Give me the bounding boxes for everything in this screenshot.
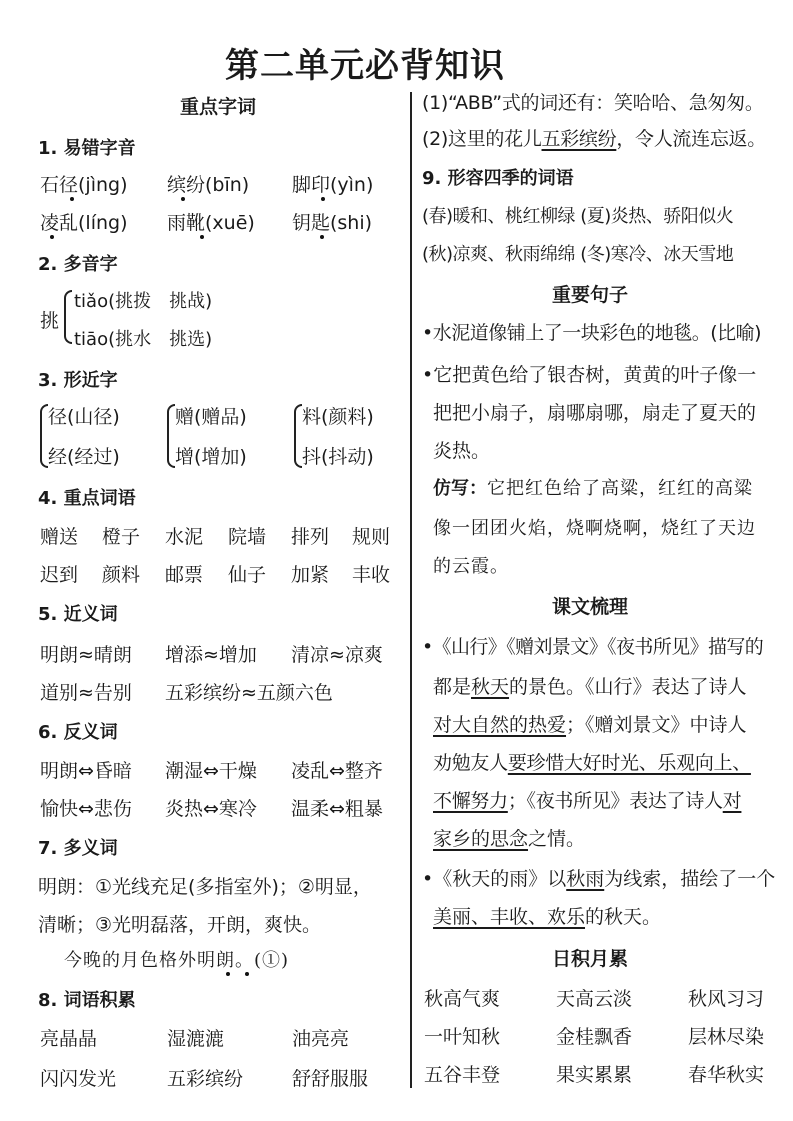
- sentence-line: 炎热。: [433, 440, 491, 462]
- vocab-word: 仙子: [228, 564, 267, 586]
- accum-word: 油亮亮: [292, 1028, 350, 1050]
- heading-polyphone: 2. 多音字: [38, 254, 118, 275]
- idiom: 果实累累: [556, 1064, 633, 1086]
- heading-similar-chars: 3. 形近字: [38, 370, 118, 391]
- idiom: 秋高气爽: [424, 988, 501, 1010]
- antonym-pair: 潮湿⇔干燥: [165, 760, 257, 782]
- vocab-word: 丰收: [352, 564, 391, 586]
- accum-word: 闪闪发光: [40, 1068, 117, 1090]
- section-text-review: 课文梳理: [552, 596, 629, 618]
- pron-item: 钥匙(shi): [292, 212, 373, 234]
- heading-antonyms: 6. 反义词: [38, 722, 118, 743]
- example-sentence: (2)这里的花儿五彩缤纷，令人流连忘返。: [422, 128, 766, 150]
- idiom: 一叶知秋: [424, 1026, 501, 1048]
- review-line: 都是秋天的景色。《山行》表达了诗人: [433, 676, 747, 698]
- section-key-sentences: 重要句子: [552, 284, 629, 306]
- imitation-line: 仿写：它把红色给了高粱，红红的高粱: [433, 478, 753, 499]
- vocab-word: 橙子: [102, 526, 141, 548]
- accum-word: 亮晶晶: [40, 1028, 98, 1050]
- similar-char: 经(经过): [48, 446, 120, 468]
- column-divider: [410, 92, 412, 1088]
- emphasis-dot: [200, 235, 204, 239]
- section-key-words: 重点字词: [180, 96, 257, 118]
- seasons-line: (春)暖和、桃红柳绿 (夏)炎热、骄阳似火: [422, 206, 734, 227]
- idiom: 金桂飘香: [556, 1026, 633, 1048]
- sentence-line: 把把小扇子，扇哪扇哪，扇走了夏天的: [433, 402, 757, 424]
- brace: [40, 404, 48, 468]
- pron-item: 凌乱(líng): [40, 212, 128, 234]
- vocab-word: 院墙: [228, 526, 267, 548]
- emphasis-dot: [70, 197, 74, 201]
- synonym-pair: 明朗≈晴朗: [40, 644, 132, 666]
- emphasis-dot: [245, 972, 249, 976]
- synonym-pair: 五彩缤纷≈五颜六色: [165, 682, 333, 704]
- heading-seasons: 9. 形容四季的词语: [422, 168, 574, 189]
- similar-char: 径(山径): [48, 406, 120, 428]
- idiom: 天高云淡: [556, 988, 633, 1010]
- polysemy-example: 今晚的月色格外明朗。(①): [64, 950, 290, 971]
- review-line: •《山行》《赠刘景文》《夜书所见》描写的: [422, 636, 764, 658]
- idiom: 秋风习习: [688, 988, 765, 1010]
- accum-word: 五彩缤纷: [167, 1068, 244, 1090]
- heading-key-vocab: 4. 重点词语: [38, 488, 136, 509]
- imitation-line: 像一团团火焰，烧啊烧啊，烧红了天边: [433, 518, 756, 539]
- heading-accumulation: 8. 词语积累: [38, 990, 136, 1011]
- vocab-word: 颜料: [102, 564, 141, 586]
- page-title: 第二单元必背知识: [225, 46, 505, 86]
- similar-char: 抖(抖动): [302, 446, 374, 468]
- accum-word: 舒舒服服: [292, 1068, 369, 1090]
- pron-item: 雨靴(xuē): [167, 212, 255, 234]
- emphasis-dot: [321, 197, 325, 201]
- review-line: 家乡的思念之情。: [433, 828, 586, 850]
- brace: [64, 290, 72, 344]
- brace: [294, 404, 302, 468]
- polyphone-line: tiāo(挑水 挑选): [74, 329, 213, 350]
- heading-pronunciation: 1. 易错字音: [38, 138, 136, 159]
- emphasis-dot: [320, 235, 324, 239]
- synonym-pair: 清凉≈凉爽: [291, 644, 383, 666]
- emphasis-dot: [50, 235, 54, 239]
- antonym-pair: 愉快⇔悲伤: [40, 798, 132, 820]
- accum-word: 湿漉漉: [167, 1028, 225, 1050]
- idiom: 层林尽染: [688, 1026, 765, 1048]
- synonym-pair: 增添≈增加: [165, 644, 257, 666]
- seasons-line: (秋)凉爽、秋雨绵绵 (冬)寒冷、冰天雪地: [422, 244, 734, 265]
- polysemy-line: 清晰；③光明磊落，开朗，爽快。: [38, 914, 322, 936]
- polyphone-line: tiǎo(挑拨 挑战): [74, 291, 213, 312]
- antonym-pair: 凌乱⇔整齐: [291, 760, 383, 782]
- vocab-word: 规则: [352, 526, 391, 548]
- imitation-line: 的云霞。: [433, 556, 509, 577]
- antonym-pair: 温柔⇔粗暴: [291, 798, 383, 820]
- vocab-word: 邮票: [165, 564, 204, 586]
- polyphone-char: 挑: [40, 310, 60, 332]
- idiom: 五谷丰登: [424, 1064, 501, 1086]
- review-line: •《秋天的雨》以秋雨为线索，描绘了一个: [422, 868, 776, 890]
- review-line: 不懈努力；《夜书所见》表达了诗人对: [433, 790, 742, 812]
- vocab-word: 赠送: [40, 526, 79, 548]
- sentence-bullet: •它把黄色给了银杏树，黄黄的叶子像一: [422, 364, 757, 386]
- polysemy-line: 明朗：①光线充足(多指室外)；②明显，: [38, 876, 372, 898]
- similar-char: 增(增加): [175, 446, 247, 468]
- vocab-word: 排列: [291, 526, 330, 548]
- vocab-word: 加紧: [291, 564, 330, 586]
- emphasis-dot: [181, 197, 185, 201]
- abb-note: (1)“ABB”式的词还有：笑哈哈、急匆匆。: [422, 92, 764, 114]
- brace: [167, 404, 175, 468]
- antonym-pair: 炎热⇔寒冷: [165, 798, 257, 820]
- vocab-word: 迟到: [40, 564, 79, 586]
- heading-polysemy: 7. 多义词: [38, 838, 118, 859]
- section-daily-accumulation: 日积月累: [552, 948, 629, 970]
- sentence-bullet: •水泥道像铺上了一块彩色的地毯。(比喻): [422, 322, 762, 344]
- review-line: 对大自然的热爱；《赠刘景文》中诗人: [433, 714, 747, 736]
- heading-synonyms: 5. 近义词: [38, 604, 118, 625]
- pron-item: 脚印(yìn): [292, 174, 374, 196]
- emphasis-dot: [226, 972, 230, 976]
- vocab-word: 水泥: [165, 526, 204, 548]
- synonym-pair: 道别≈告别: [40, 682, 132, 704]
- similar-char: 赠(赠品): [175, 406, 247, 428]
- review-line: 美丽、丰收、欢乐的秋天。: [433, 906, 662, 928]
- pron-item: 石径(jìng): [40, 174, 128, 196]
- antonym-pair: 明朗⇔昏暗: [40, 760, 132, 782]
- idiom: 春华秋实: [688, 1064, 765, 1086]
- review-line: 劝勉友人要珍惜大好时光、乐观向上、: [433, 752, 751, 774]
- similar-char: 料(颜料): [302, 406, 374, 428]
- pron-item: 缤纷(bīn): [167, 174, 250, 196]
